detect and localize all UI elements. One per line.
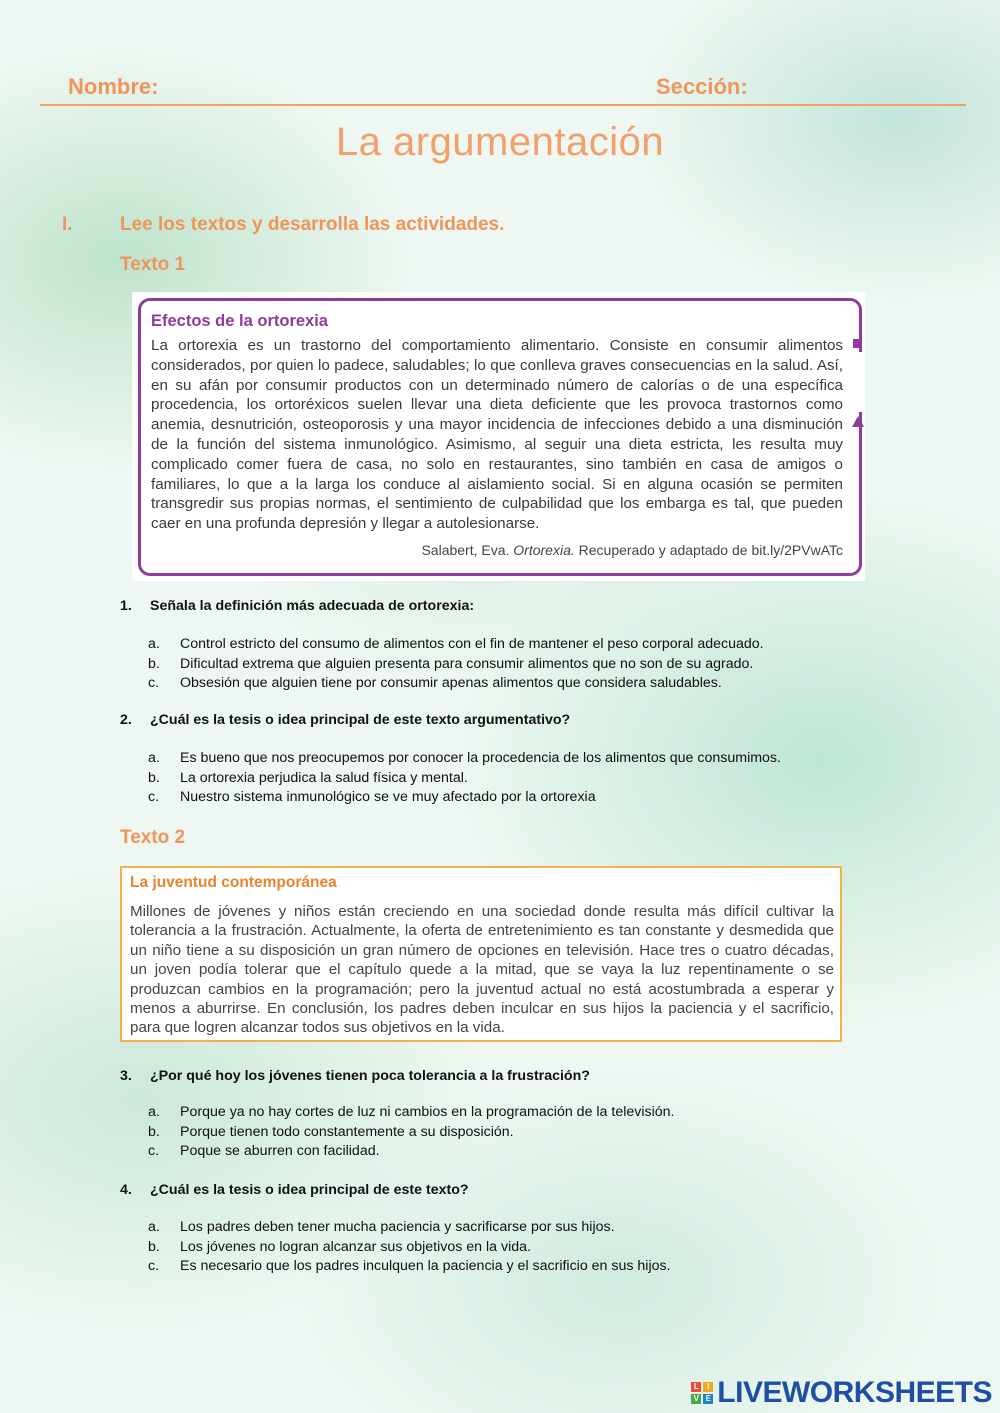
texto1-source xyxy=(421,542,843,558)
option-c[interactable]: c. Es necesario que los padres inculquen la paciencia y el sacrificio en sus hijos. xyxy=(148,1258,671,1274)
option-c[interactable]: c. Obsesión que alguien tiene por consumir apenas alimentos que considera saludables. xyxy=(148,675,722,691)
option-a[interactable]: a. Porque ya no hay cortes de luz ni cambios en la programación de la televisión. xyxy=(148,1104,675,1120)
question-1-options xyxy=(148,636,764,695)
source-rest: Recuperado y adaptado de bit.ly/2PVwATc xyxy=(578,542,843,558)
source-author: Salabert, Eva. xyxy=(421,542,510,558)
texto1-box xyxy=(132,292,865,581)
seccion-label: Sección: xyxy=(656,74,748,99)
texto1-title: Efectos de la ortorexia xyxy=(151,312,328,330)
option-c[interactable]: c. Nuestro sistema inmunológico se ve muy afectado por la ortorexia xyxy=(148,789,596,805)
question-text: Señala la definición más adecuada de ortorexia: xyxy=(150,598,475,614)
texto1-label: Texto 1 xyxy=(120,254,186,275)
question-1 xyxy=(120,598,474,614)
texto1-body: La ortorexia es un trastorno del comportamiento alimentario. Consiste en consumir alimentos considerados, por quien lo padece, saludables; lo que conlleva graves consecuencias en la salud. Así, en su afán por consumir productos con un determinado número de calorías o de una específica procedencia, los ortoréxicos suelen llevar una dieta deficiente que les provoca trastornos como anemia, desnutrición, osteoporosis y una mayor incidencia de infecciones debido a una disminución de la función del sistema inmunológico. Asimismo, al seguir una dieta estricta, les resulta muy complicado comer fuera de casa, no solo en restaurantes, sino también en casa de amigos o familiares, lo que a la larga los conduce al aislamiento social. Si en alguna ocasión se permiten transgredir sus propias normas, el sentimiento de culpabilidad que los embarga es tal, que pueden caer en una profunda depresión y llegar a autolesionarse. xyxy=(151,337,843,533)
texto2-title: La juventud contemporánea xyxy=(130,874,337,891)
option-b[interactable]: b. Los jóvenes no logran alcanzar sus objetivos en la vida. xyxy=(148,1238,531,1255)
header-divider xyxy=(40,104,966,106)
brand-name: LIVEWORKSHEETS xyxy=(717,1376,992,1409)
option-b[interactable]: b. Dificultad extrema que alguien presenta para consumir alimentos que no son de su agrado. xyxy=(148,655,754,672)
option-a[interactable]: a. Control estricto del consumo de alimentos con el fin de mantener el peso corporal adecuado. xyxy=(148,636,764,652)
question-4-options xyxy=(148,1219,671,1278)
question-number: 4. xyxy=(120,1182,132,1198)
section-number: I. xyxy=(62,214,73,235)
source-work: Ortorexia. xyxy=(513,542,575,558)
option-c[interactable]: c. Poque se aburren con facilidad. xyxy=(148,1143,380,1159)
texto2-body: Millones de jóvenes y niños están creciendo en una sociedad donde resulta más difícil cultivar la tolerancia a la frustración. Actualmente, la oferta de entretenimiento es tan constante y desmedida que un niño tiene a su disposición un gran número de opciones en televisión. Hace tres o cuatro décadas, un joven podía tolerar que el capítulo quede a la mitad, que se vaya la luz repentinamente o se produzcan cambios en la programación; pero la juventud actual no está acostumbrada a esperar y menos a aburrirse. En conclusión, los padres deben inculcar en sus hijos la paciencia y el sacrificio, para que logren alcanzar todos sus objetivos en la vida. xyxy=(130,903,834,1037)
liveworksheets-logo-icon: L I V E xyxy=(691,1382,713,1404)
question-number: 2. xyxy=(120,712,132,728)
question-2 xyxy=(120,712,570,728)
question-3-options xyxy=(148,1104,674,1163)
question-text: ¿Cuál es la tesis o idea principal de este texto argumentativo? xyxy=(150,712,571,728)
texto2-label: Texto 2 xyxy=(120,827,186,848)
option-a[interactable]: a. Los padres deben tener mucha paciencia y sacrificarse por sus hijos. xyxy=(148,1219,615,1235)
question-text: ¿Cuál es la tesis o idea principal de este texto? xyxy=(150,1182,469,1198)
square-marker-icon xyxy=(853,339,862,348)
question-number: 1. xyxy=(120,598,132,614)
page-title: La argumentación xyxy=(335,120,665,164)
liveworksheets-brand[interactable] xyxy=(691,1376,992,1410)
nombre-label: Nombre: xyxy=(68,74,159,99)
question-3 xyxy=(120,1068,590,1084)
texto2-box xyxy=(120,866,842,1042)
option-a[interactable]: a. Es bueno que nos preocupemos por conocer la procedencia de los alimentos que consumimos. xyxy=(148,750,781,766)
question-2-options xyxy=(148,750,781,809)
question-text: ¿Por qué hoy los jóvenes tienen poca tolerancia a la frustración? xyxy=(150,1068,590,1084)
section-heading: Lee los textos y desarrolla las actividades. xyxy=(120,214,505,235)
arrow-up-icon xyxy=(852,416,864,427)
option-b[interactable]: b. Porque tienen todo constantemente a su disposición. xyxy=(148,1123,514,1140)
question-number: 3. xyxy=(120,1068,132,1084)
option-b[interactable]: b. La ortorexia perjudica la salud física y mental. xyxy=(148,769,468,786)
question-4 xyxy=(120,1182,469,1198)
